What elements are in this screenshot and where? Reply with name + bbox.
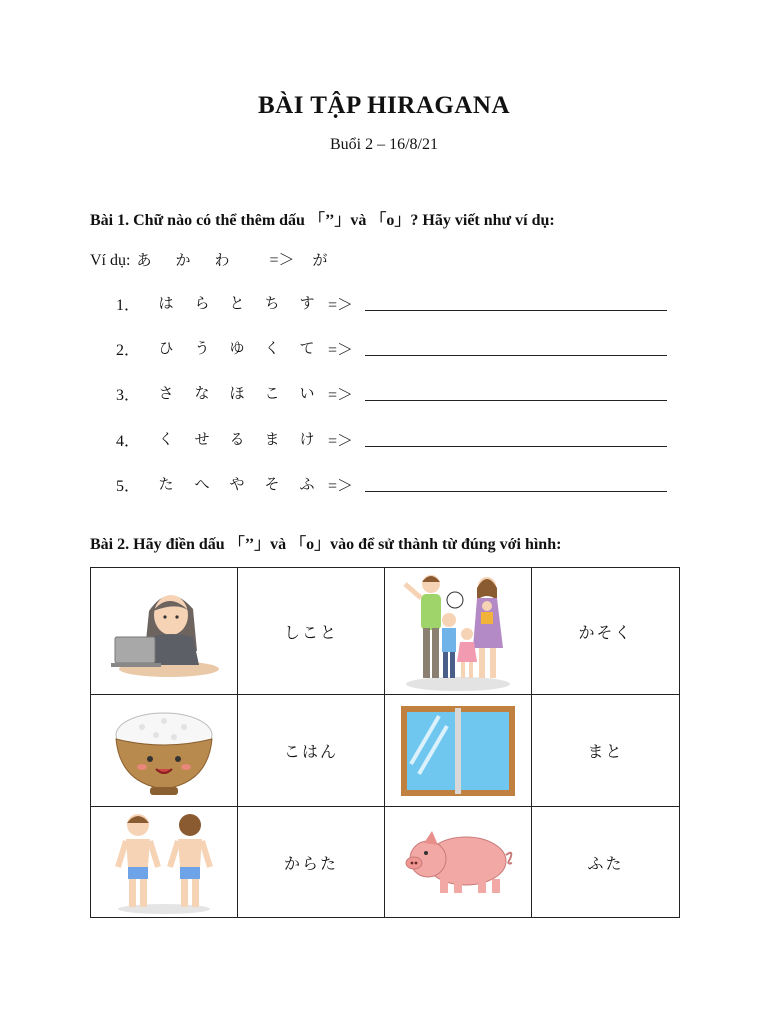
office-worker-image: [109, 581, 219, 681]
row-kana: る: [229, 430, 245, 448]
row-kana: な: [194, 384, 210, 402]
row-kana: は: [158, 294, 174, 312]
row-kana: す: [299, 294, 315, 312]
example-label: Ví dụ:: [90, 252, 131, 269]
example-line: [90, 247, 328, 270]
row-number: 4．: [116, 433, 141, 450]
row-kana: ほ: [229, 384, 245, 402]
answer-line[interactable]: [365, 355, 667, 356]
row-kana: け: [299, 430, 315, 448]
image-cell: [385, 695, 532, 807]
example-kana: か: [175, 251, 191, 269]
word-cell: かそく: [532, 568, 680, 695]
row-kana: ら: [194, 294, 210, 312]
word-cell: まと: [532, 695, 680, 807]
row-kana: い: [299, 384, 315, 402]
row-kana: ふ: [299, 475, 315, 493]
image-cell: [91, 568, 238, 695]
row-kana: く: [158, 430, 174, 448]
row-kana: ひ: [158, 339, 174, 357]
word-cell: しこと: [238, 568, 385, 695]
example-kana: あ: [136, 251, 152, 269]
row-kana: さ: [158, 384, 174, 402]
word-cell: こはん: [238, 695, 385, 807]
row-arrow: =＞: [328, 433, 354, 450]
image-cell: [385, 807, 532, 918]
row-kana: く: [264, 339, 280, 357]
row-kana: ゆ: [229, 339, 245, 357]
row-arrow: =＞: [328, 387, 354, 404]
image-cell: [385, 568, 532, 695]
body-image: [112, 809, 216, 915]
row-kana: う: [194, 339, 210, 357]
example-answer: が: [312, 251, 328, 269]
row-kana: た: [158, 475, 174, 493]
row-arrow: =＞: [328, 297, 354, 314]
row-kana: こ: [264, 384, 280, 402]
row-number: 3．: [116, 387, 141, 404]
row-number: 1．: [116, 297, 141, 314]
row-kana: と: [229, 294, 245, 312]
page-title: BÀI TẬP HIRAGANA: [257, 92, 511, 119]
example-arrow: =＞: [269, 252, 295, 269]
answer-line[interactable]: [365, 400, 667, 401]
word-cell: からた: [238, 807, 385, 918]
row-number: 2．: [116, 342, 141, 359]
answer-line[interactable]: [365, 446, 667, 447]
row-arrow: =＞: [328, 342, 354, 359]
row-kana: そ: [264, 475, 280, 493]
exercise-1-heading: Bài 1. Chữ nào có thể thêm dấu 「’’」và 「o」? Hãy viết như ví dụ:: [90, 212, 555, 229]
family-image: [399, 570, 517, 692]
row-kana: へ: [194, 475, 210, 493]
answer-line[interactable]: [365, 491, 667, 492]
row-arrow: =＞: [328, 478, 354, 495]
picture-word-table: [90, 567, 680, 918]
image-cell: [91, 695, 238, 807]
example-kana: わ: [214, 251, 230, 269]
window-image: [399, 704, 517, 798]
row-kana: て: [299, 339, 315, 357]
row-kana: せ: [194, 430, 210, 448]
row-kana: や: [229, 475, 245, 493]
row-kana: ま: [264, 430, 280, 448]
answer-line[interactable]: [365, 310, 667, 311]
exercise-2-heading: Bài 2. Hãy điền dấu 「’’」và 「o」vào để sử thành từ đúng với hình:: [90, 536, 562, 553]
pig-image: [400, 827, 516, 897]
page-subtitle: Buổi 2 – 16/8/21: [329, 136, 438, 153]
rice-bowl-image: [112, 703, 216, 799]
image-cell: [91, 807, 238, 918]
row-kana: ち: [264, 294, 280, 312]
row-number: 5．: [116, 478, 141, 495]
word-cell: ふた: [532, 807, 680, 918]
